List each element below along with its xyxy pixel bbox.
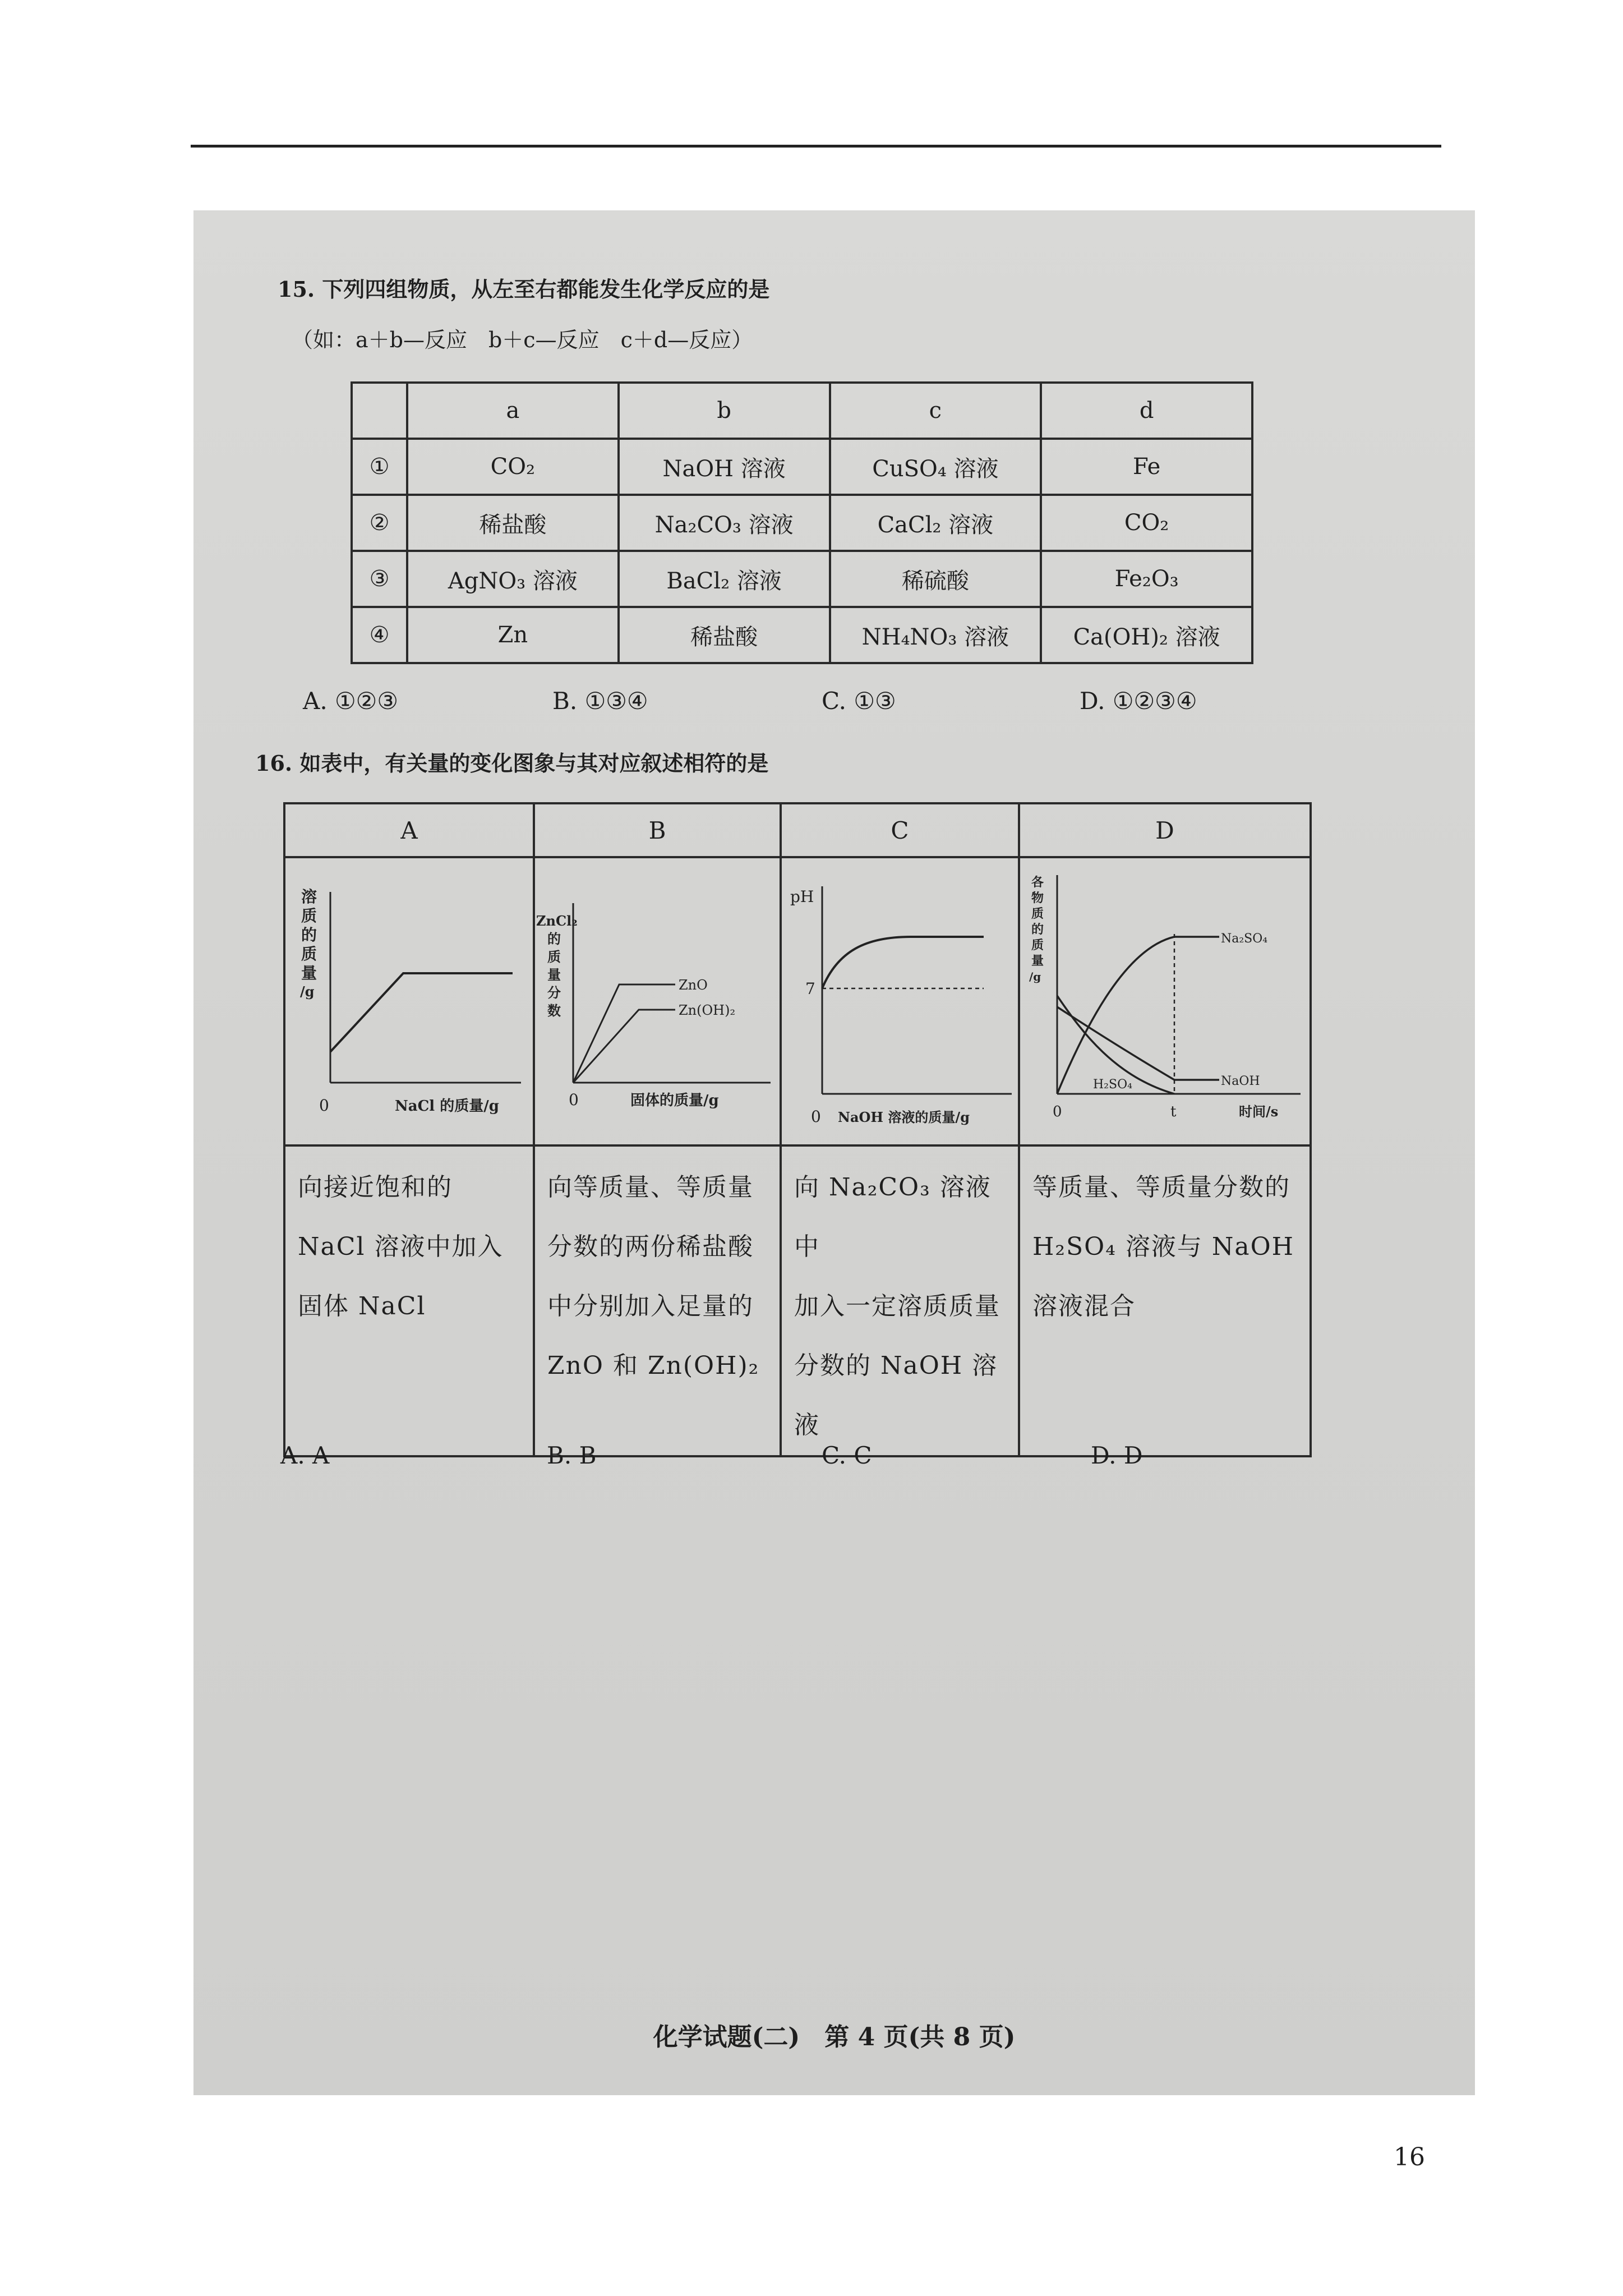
graph-d-tick-t: t <box>1170 1103 1177 1120</box>
description-line: 固体 NaCl <box>298 1292 426 1320</box>
graph-c-curve <box>822 937 984 988</box>
description-line: NaCl 溶液中加入 <box>298 1232 504 1261</box>
q15-header-c: c <box>830 383 1041 439</box>
q15-row <box>352 551 1252 607</box>
q16-header-d: D <box>1019 803 1311 857</box>
graph-b-origin: 0 <box>569 1091 579 1109</box>
graph-a-curve <box>330 973 513 1052</box>
graph-d-ylabel: 质 <box>1031 907 1044 921</box>
description-line: 向等质量、等质量 <box>547 1173 754 1202</box>
q15-cell: BaCl₂ 溶液 <box>619 551 830 607</box>
q15-option-b: B. ①③④ <box>552 687 648 715</box>
graph-a-ylabel: /g <box>300 983 315 1000</box>
description-line: 液 <box>794 1411 820 1439</box>
description-line: 分数的两份稀盐酸 <box>547 1232 754 1261</box>
q16-graph-cell-c <box>781 857 1019 1145</box>
description-line: 中分别加入足量的 <box>547 1292 754 1320</box>
q15-cell: CuSO₄ 溶液 <box>830 439 1041 495</box>
q15-cell: Fe <box>1041 439 1252 495</box>
q15-cell: Fe₂O₃ <box>1041 551 1252 607</box>
q15-row-number: ③ <box>352 551 407 607</box>
graph-b-ylabel: 数 <box>547 1002 561 1019</box>
q16-description-c <box>781 1145 1019 1456</box>
description-line: ZnO 和 Zn(OH)₂ <box>547 1351 760 1380</box>
q16-table <box>283 802 1312 1457</box>
graph-d-ylabel: 各 <box>1031 875 1044 890</box>
graph-a-ylabel: 量 <box>301 964 317 982</box>
graph-b-ylabel: 分 <box>547 984 561 1001</box>
q15-cell: AgNO₃ 溶液 <box>407 551 619 607</box>
page-footer: 化学试题(二) 第 4 页(共 8 页) <box>653 2023 1016 2051</box>
graph-b-series-label: Zn(OH)₂ <box>679 1002 736 1018</box>
q16-description-d <box>1019 1145 1311 1456</box>
q15-cell: Na₂CO₃ 溶液 <box>619 495 830 551</box>
q16-title: 16. 如表中，有关量的变化图象与其对应叙述相符的是 <box>255 751 769 776</box>
q16-option-d: D. D <box>1091 1442 1143 1469</box>
graph-a-ylabel: 质 <box>301 907 317 925</box>
description-line: 分数的 NaOH 溶 <box>794 1351 998 1380</box>
graph-d-origin: 0 <box>1053 1103 1062 1120</box>
q15-header-row <box>352 383 1252 439</box>
q15-cell: CO₂ <box>407 439 619 495</box>
graph-d-series-label: NaOH <box>1221 1074 1260 1088</box>
q15-cell: 稀盐酸 <box>407 495 619 551</box>
graph-d-ylabel: 质 <box>1031 938 1044 953</box>
q15-row-number: ④ <box>352 607 407 663</box>
graph-b-ylabel-top: ZnCl₂ <box>536 913 578 929</box>
q16-header-c: C <box>781 803 1019 857</box>
q15-cell: Ca(OH)₂ 溶液 <box>1041 607 1252 663</box>
q15-note: （如：a＋b—反应 b＋c—反应 c＋d—反应） <box>292 328 753 352</box>
q15-corner-cell <box>352 383 407 439</box>
q16-graph-cell-d <box>1019 857 1311 1145</box>
q15-cell: 稀盐酸 <box>619 607 830 663</box>
description-line: 加入一定溶质质量 <box>794 1292 1000 1320</box>
scanned-photo <box>193 210 1475 2095</box>
graph-a-xlabel: NaCl 的质量/g <box>395 1098 499 1115</box>
graph-b-curve-zno <box>573 984 675 1083</box>
graph-c-xlabel: NaOH 溶液的质量/g <box>838 1109 970 1125</box>
q16-description-row <box>284 1145 1311 1456</box>
graph-b-ylabel: 质 <box>547 949 561 965</box>
q15-table <box>351 381 1253 664</box>
q15-row-number: ② <box>352 495 407 551</box>
graph-d-curve-na2so4 <box>1057 937 1219 1094</box>
q15-header-a: a <box>407 383 619 439</box>
graph-d <box>1020 858 1310 1142</box>
q16-header-row <box>284 803 1311 857</box>
graph-d-curve-naoh <box>1057 1007 1174 1080</box>
description-line: 溶液混合 <box>1032 1292 1136 1320</box>
graph-d-ylabel: 的 <box>1031 922 1044 937</box>
description-line: 等质量、等质量分数的 <box>1032 1173 1290 1202</box>
q15-cell: 稀硫酸 <box>830 551 1041 607</box>
q15-header-b: b <box>619 383 830 439</box>
description-line: 向接近饱和的 <box>298 1173 453 1202</box>
graph-b-ylabel: 量 <box>547 967 561 983</box>
description-line: 向 Na₂CO₃ 溶液中 <box>794 1173 992 1261</box>
graph-c <box>782 858 1018 1142</box>
graph-b-ylabel: 的 <box>547 931 561 947</box>
graph-c-origin: 0 <box>811 1107 821 1126</box>
q16-graph-row <box>284 857 1311 1145</box>
graph-d-series-label: H₂SO₄ <box>1093 1078 1132 1092</box>
graph-d-ylabel: 量 <box>1031 954 1044 968</box>
graph-a-ylabel: 的 <box>301 926 317 944</box>
q16-option-a: A. A <box>280 1442 330 1469</box>
graph-a-ylabel: 溶 <box>301 887 317 906</box>
graph-a <box>285 858 532 1142</box>
graph-b-xlabel: 固体的质量/g <box>630 1092 719 1109</box>
description-line: H₂SO₄ 溶液与 NaOH <box>1032 1232 1295 1261</box>
q15-option-a: A. ①②③ <box>303 687 398 715</box>
graph-b-curve-znoh2 <box>573 1010 675 1083</box>
q15-row <box>352 439 1252 495</box>
graph-b <box>535 858 780 1142</box>
q15-option-d: D. ①②③④ <box>1080 687 1197 715</box>
q15-cell: NH₄NO₃ 溶液 <box>830 607 1041 663</box>
graph-d-ylabel: /g <box>1029 970 1041 983</box>
q15-title: 15. 下列四组物质，从左至右都能发生化学反应的是 <box>278 277 770 302</box>
graph-d-series-label: Na₂SO₄ <box>1221 932 1268 946</box>
q16-option-b: B. B <box>547 1442 597 1469</box>
q15-row-number: ① <box>352 439 407 495</box>
graph-a-origin: 0 <box>319 1096 329 1115</box>
graph-c-ylabel: pH <box>790 887 814 906</box>
q15-option-c: C. ①③ <box>822 687 896 715</box>
q16-option-c: C. C <box>822 1442 872 1469</box>
q16-header-b: B <box>534 803 781 857</box>
q16-graph-cell-a <box>284 857 534 1145</box>
q15-cell: CO₂ <box>1041 495 1252 551</box>
q15-header-d: d <box>1041 383 1252 439</box>
q15-cell: Zn <box>407 607 619 663</box>
q16-description-a <box>284 1145 534 1456</box>
q15-row <box>352 607 1252 663</box>
graph-c-tick-7: 7 <box>805 979 815 998</box>
top-rule <box>191 145 1441 148</box>
graph-b-series-label: ZnO <box>679 977 708 993</box>
graph-d-xlabel: 时间/s <box>1239 1103 1279 1120</box>
q15-cell: NaOH 溶液 <box>619 439 830 495</box>
page-number: 16 <box>1394 2143 1425 2171</box>
graph-a-ylabel: 质 <box>301 945 317 963</box>
q16-description-b <box>534 1145 781 1456</box>
q15-cell: CaCl₂ 溶液 <box>830 495 1041 551</box>
q16-header-a: A <box>284 803 534 857</box>
graph-d-ylabel: 物 <box>1031 891 1044 905</box>
q16-graph-cell-b <box>534 857 781 1145</box>
q15-row <box>352 495 1252 551</box>
